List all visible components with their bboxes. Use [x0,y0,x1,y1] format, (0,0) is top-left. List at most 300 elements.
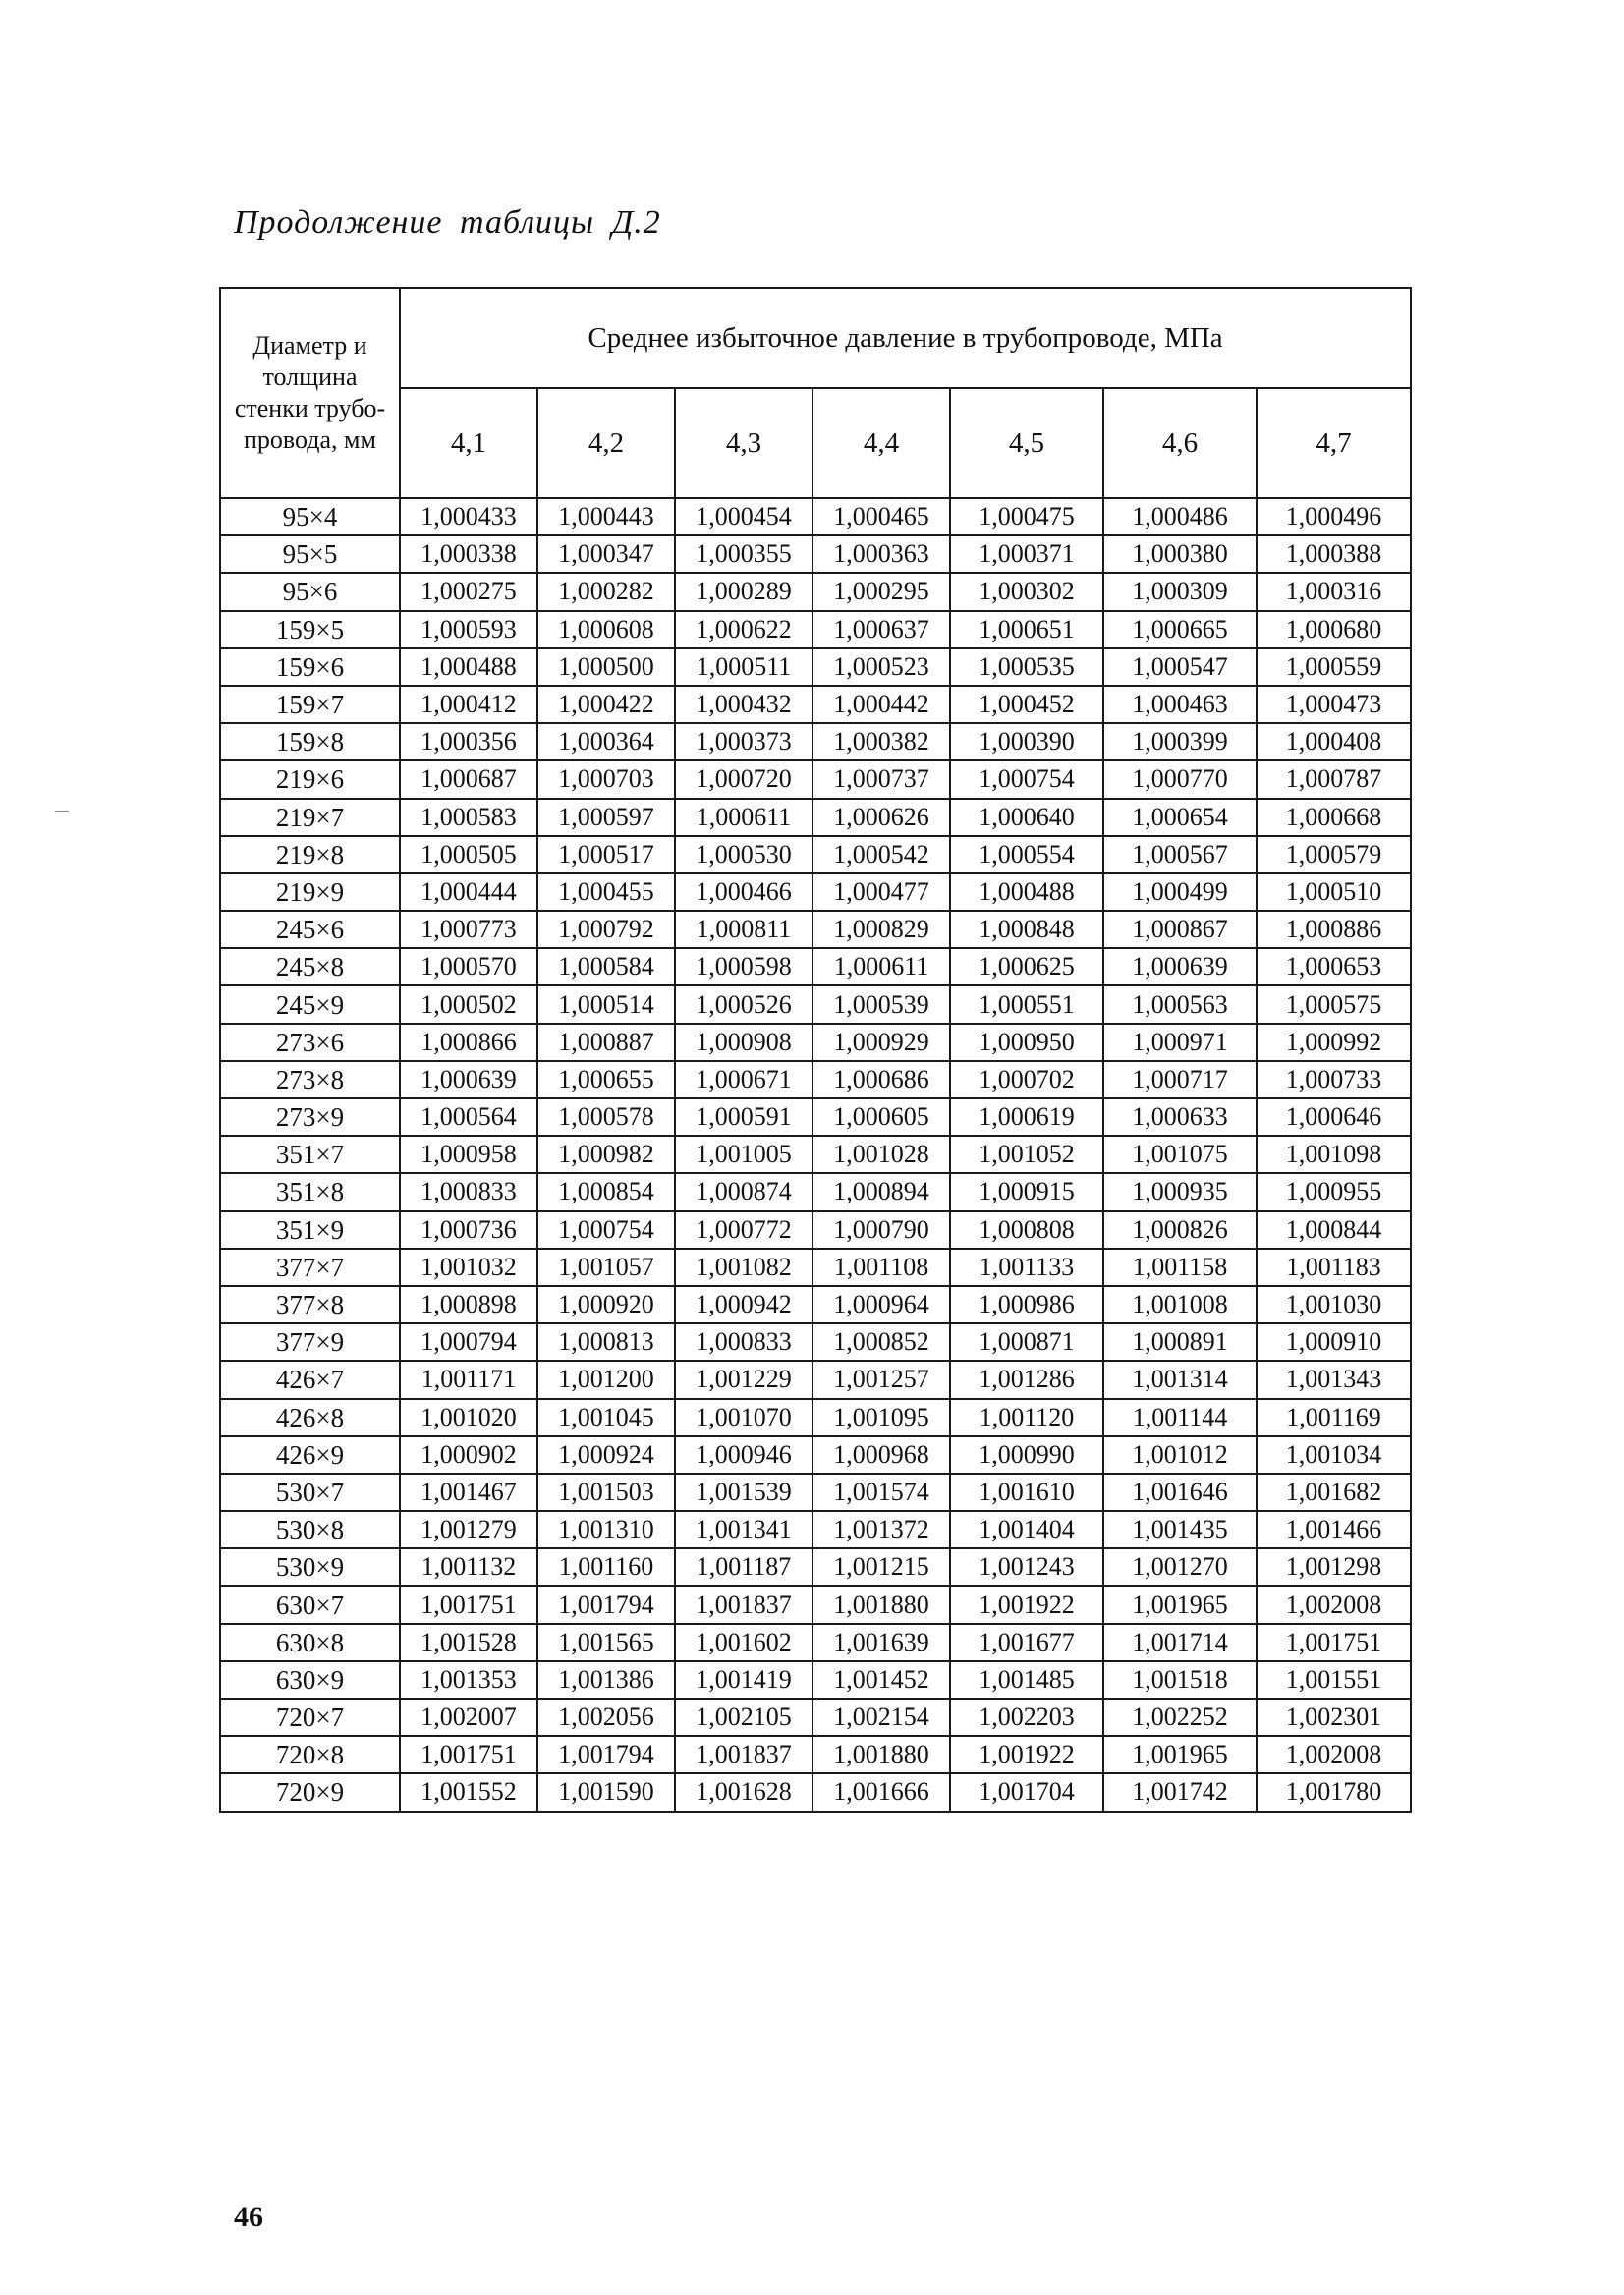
value-cell: 1,000611 [675,799,812,836]
table-row [220,611,1411,648]
value-cell: 1,000891 [1103,1323,1257,1361]
value-cell: 1,000564 [400,1098,537,1136]
value-cell: 1,000309 [1103,573,1257,610]
value-cell: 1,001922 [950,1736,1103,1773]
value-cell: 1,000488 [400,648,537,686]
value-cell: 1,000958 [400,1136,537,1173]
value-cell: 1,000874 [675,1173,812,1210]
table-row [220,760,1411,798]
value-cell: 1,001965 [1103,1586,1257,1623]
pressure-coefficient-table [219,287,1412,1813]
value-cell: 1,001270 [1103,1548,1257,1586]
value-cell: 1,000605 [812,1098,950,1136]
diameter-cell: 273×9 [220,1098,400,1136]
value-cell: 1,000390 [950,723,1103,760]
value-cell: 1,000924 [537,1436,675,1474]
value-cell: 1,000579 [1257,836,1411,873]
value-cell: 1,000986 [950,1286,1103,1323]
diameter-cell: 95×6 [220,573,400,610]
value-cell: 1,002203 [950,1699,1103,1736]
table-row [220,648,1411,686]
table-row [220,1136,1411,1173]
value-cell: 1,001028 [812,1136,950,1173]
value-cell: 1,000382 [812,723,950,760]
value-cell: 1,001639 [812,1624,950,1661]
value-cell: 1,001298 [1257,1548,1411,1586]
value-cell: 1,000388 [1257,535,1411,573]
value-cell: 1,000655 [537,1061,675,1098]
table-body [220,498,1411,1812]
value-cell: 1,001590 [537,1773,675,1811]
value-cell: 1,001602 [675,1624,812,1661]
table-row [220,1773,1411,1811]
value-cell: 1,000477 [812,873,950,911]
diameter-cell: 159×5 [220,611,400,648]
value-cell: 1,001310 [537,1511,675,1548]
value-cell: 1,002008 [1257,1736,1411,1773]
value-cell: 1,000500 [537,648,675,686]
value-cell: 1,000488 [950,873,1103,911]
table-row [220,1624,1411,1661]
value-cell: 1,001030 [1257,1286,1411,1323]
value-cell: 1,000829 [812,911,950,948]
value-cell: 1,000338 [400,535,537,573]
value-cell: 1,000792 [537,911,675,948]
table-row [220,1586,1411,1623]
value-cell: 1,000530 [675,836,812,873]
value-cell: 1,001120 [950,1399,1103,1436]
value-cell: 1,000380 [1103,535,1257,573]
value-cell: 1,001880 [812,1586,950,1623]
value-cell: 1,001082 [675,1249,812,1286]
diameter-cell: 159×7 [220,686,400,723]
value-cell: 1,001386 [537,1661,675,1699]
value-cell: 1,001008 [1103,1286,1257,1323]
value-cell: 1,000626 [812,799,950,836]
value-cell: 1,000475 [950,498,1103,535]
header-row-group [220,288,1411,388]
value-cell: 1,001751 [1257,1624,1411,1661]
value-cell: 1,001108 [812,1249,950,1286]
value-cell: 1,000942 [675,1286,812,1323]
diameter-cell: 720×9 [220,1773,400,1811]
value-cell: 1,001075 [1103,1136,1257,1173]
diameter-cell: 530×9 [220,1548,400,1586]
value-cell: 1,001780 [1257,1773,1411,1811]
value-cell: 1,000275 [400,573,537,610]
table-caption: Продолжение таблицы Д.2 [234,204,661,241]
table-row [220,1736,1411,1773]
value-cell: 1,001837 [675,1586,812,1623]
value-cell: 1,001169 [1257,1399,1411,1436]
value-cell: 1,000867 [1103,911,1257,948]
value-cell: 1,000371 [950,535,1103,573]
value-cell: 1,000432 [675,686,812,723]
value-cell: 1,000295 [812,573,950,610]
value-cell: 1,000929 [812,1024,950,1061]
value-cell: 1,001052 [950,1136,1103,1173]
value-cell: 1,001132 [400,1548,537,1586]
value-cell: 1,000653 [1257,948,1411,985]
value-cell: 1,000826 [1103,1211,1257,1249]
value-cell: 1,001574 [812,1474,950,1511]
diameter-cell: 219×7 [220,799,400,836]
pressure-column-header: 4,1 [400,388,537,498]
value-cell: 1,000356 [400,723,537,760]
table-row [220,1661,1411,1699]
value-cell: 1,001343 [1257,1361,1411,1398]
value-cell: 1,001610 [950,1474,1103,1511]
value-cell: 1,000523 [812,648,950,686]
value-cell: 1,001404 [950,1511,1103,1548]
value-cell: 1,001187 [675,1548,812,1586]
value-cell: 1,000733 [1257,1061,1411,1098]
diameter-cell: 219×9 [220,873,400,911]
value-cell: 1,000563 [1103,985,1257,1023]
table-row [220,836,1411,873]
value-cell: 1,000770 [1103,760,1257,798]
value-cell: 1,000373 [675,723,812,760]
value-cell: 1,000687 [400,760,537,798]
value-cell: 1,000499 [1103,873,1257,911]
value-cell: 1,000935 [1103,1173,1257,1210]
diameter-cell: 377×9 [220,1323,400,1361]
value-cell: 1,002056 [537,1699,675,1736]
value-cell: 1,001005 [675,1136,812,1173]
value-cell: 1,001057 [537,1249,675,1286]
value-cell: 1,000570 [400,948,537,985]
diameter-cell: 630×8 [220,1624,400,1661]
value-cell: 1,000946 [675,1436,812,1474]
diameter-cell: 377×8 [220,1286,400,1323]
value-cell: 1,000955 [1257,1173,1411,1210]
value-cell: 1,000964 [812,1286,950,1323]
value-cell: 1,001467 [400,1474,537,1511]
value-cell: 1,001646 [1103,1474,1257,1511]
value-cell: 1,001794 [537,1736,675,1773]
value-cell: 1,000567 [1103,836,1257,873]
value-cell: 1,001200 [537,1361,675,1398]
diameter-cell: 377×7 [220,1249,400,1286]
value-cell: 1,000639 [1103,948,1257,985]
table-row [220,686,1411,723]
value-cell: 1,000302 [950,573,1103,610]
value-cell: 1,001020 [400,1399,537,1436]
value-cell: 1,000844 [1257,1211,1411,1249]
value-cell: 1,001837 [675,1736,812,1773]
diameter-cell: 630×7 [220,1586,400,1623]
diameter-column-header: Диаметр и толщина стенки трубо-провода, мм [220,288,400,498]
table-row [220,1173,1411,1210]
value-cell: 1,000584 [537,948,675,985]
value-cell: 1,000854 [537,1173,675,1210]
value-cell: 1,001503 [537,1474,675,1511]
value-cell: 1,002154 [812,1699,950,1736]
value-cell: 1,001435 [1103,1511,1257,1548]
value-cell: 1,001794 [537,1586,675,1623]
value-cell: 1,000619 [950,1098,1103,1136]
value-cell: 1,000505 [400,836,537,873]
value-cell: 1,001215 [812,1548,950,1586]
value-cell: 1,000465 [812,498,950,535]
value-cell: 1,000486 [1103,498,1257,535]
diameter-cell: 630×9 [220,1661,400,1699]
pressure-column-header: 4,7 [1257,388,1411,498]
value-cell: 1,000466 [675,873,812,911]
value-cell: 1,000992 [1257,1024,1411,1061]
value-cell: 1,000754 [537,1211,675,1249]
table-row [220,573,1411,610]
value-cell: 1,001171 [400,1361,537,1398]
value-cell: 1,002007 [400,1699,537,1736]
value-cell: 1,001098 [1257,1136,1411,1173]
value-cell: 1,001552 [400,1773,537,1811]
table-row [220,1699,1411,1736]
table-row [220,1323,1411,1361]
value-cell: 1,001095 [812,1399,950,1436]
value-cell: 1,000646 [1257,1098,1411,1136]
table-row [220,873,1411,911]
value-cell: 1,000412 [400,686,537,723]
diameter-cell: 273×6 [220,1024,400,1061]
value-cell: 1,001229 [675,1361,812,1398]
value-cell: 1,000702 [950,1061,1103,1098]
value-cell: 1,000665 [1103,611,1257,648]
diameter-cell: 245×6 [220,911,400,948]
diameter-cell: 245×8 [220,948,400,985]
value-cell: 1,001045 [537,1399,675,1436]
pressure-column-header: 4,3 [675,388,812,498]
value-cell: 1,000408 [1257,723,1411,760]
value-cell: 1,000736 [400,1211,537,1249]
pressure-group-header: Среднее избыточное давление в трубопроводе, МПа [400,288,1411,388]
value-cell: 1,000611 [812,948,950,985]
value-cell: 1,000526 [675,985,812,1023]
scan-artifact-mark [55,811,69,812]
table-row [220,1249,1411,1286]
value-cell: 1,000443 [537,498,675,535]
value-cell: 1,001751 [400,1586,537,1623]
value-cell: 1,000794 [400,1323,537,1361]
value-cell: 1,000866 [400,1024,537,1061]
pressure-column-header: 4,4 [812,388,950,498]
table-row [220,1286,1411,1323]
value-cell: 1,000848 [950,911,1103,948]
diameter-cell: 219×6 [220,760,400,798]
diameter-cell: 159×6 [220,648,400,686]
value-cell: 1,000517 [537,836,675,873]
value-cell: 1,000772 [675,1211,812,1249]
value-cell: 1,000473 [1257,686,1411,723]
value-cell: 1,000833 [400,1173,537,1210]
value-cell: 1,000444 [400,873,537,911]
value-cell: 1,000591 [675,1098,812,1136]
value-cell: 1,001551 [1257,1661,1411,1699]
diameter-cell: 720×8 [220,1736,400,1773]
value-cell: 1,002105 [675,1699,812,1736]
value-cell: 1,001158 [1103,1249,1257,1286]
value-cell: 1,000915 [950,1173,1103,1210]
diameter-cell: 351×7 [220,1136,400,1173]
value-cell: 1,001682 [1257,1474,1411,1511]
table-row [220,1061,1411,1098]
value-cell: 1,001922 [950,1586,1103,1623]
value-cell: 1,001243 [950,1548,1103,1586]
value-cell: 1,000547 [1103,648,1257,686]
value-cell: 1,000990 [950,1436,1103,1474]
table-row [220,1511,1411,1548]
value-cell: 1,000463 [1103,686,1257,723]
value-cell: 1,000982 [537,1136,675,1173]
value-cell: 1,002008 [1257,1586,1411,1623]
table-row [220,1399,1411,1436]
value-cell: 1,000686 [812,1061,950,1098]
value-cell: 1,000680 [1257,611,1411,648]
value-cell: 1,001452 [812,1661,950,1699]
value-cell: 1,000452 [950,686,1103,723]
value-cell: 1,000399 [1103,723,1257,760]
value-cell: 1,000640 [950,799,1103,836]
value-cell: 1,000654 [1103,799,1257,836]
value-cell: 1,000316 [1257,573,1411,610]
table-row [220,799,1411,836]
value-cell: 1,001183 [1257,1249,1411,1286]
value-cell: 1,000671 [675,1061,812,1098]
value-cell: 1,000637 [812,611,950,648]
value-cell: 1,000583 [400,799,537,836]
value-cell: 1,001539 [675,1474,812,1511]
diameter-cell: 530×8 [220,1511,400,1548]
value-cell: 1,000887 [537,1024,675,1061]
value-cell: 1,000808 [950,1211,1103,1249]
value-cell: 1,001286 [950,1361,1103,1398]
pressure-column-header: 4,6 [1103,388,1257,498]
value-cell: 1,001677 [950,1624,1103,1661]
value-cell: 1,000364 [537,723,675,760]
value-cell: 1,000502 [400,985,537,1023]
value-cell: 1,001144 [1103,1399,1257,1436]
diameter-cell: 426×9 [220,1436,400,1474]
value-cell: 1,000651 [950,611,1103,648]
value-cell: 1,001742 [1103,1773,1257,1811]
value-cell: 1,001518 [1103,1661,1257,1699]
value-cell: 1,001565 [537,1624,675,1661]
value-cell: 1,000754 [950,760,1103,798]
value-cell: 1,000542 [812,836,950,873]
value-cell: 1,000790 [812,1211,950,1249]
value-cell: 1,001880 [812,1736,950,1773]
table-row [220,498,1411,535]
value-cell: 1,001034 [1257,1436,1411,1474]
value-cell: 1,000422 [537,686,675,723]
diameter-cell: 351×9 [220,1211,400,1249]
value-cell: 1,000597 [537,799,675,836]
diameter-cell: 245×9 [220,985,400,1023]
table-row [220,1361,1411,1398]
value-cell: 1,001666 [812,1773,950,1811]
diameter-cell: 351×8 [220,1173,400,1210]
value-cell: 1,001466 [1257,1511,1411,1548]
value-cell: 1,000551 [950,985,1103,1023]
value-cell: 1,000871 [950,1323,1103,1361]
value-cell: 1,000720 [675,760,812,798]
value-cell: 1,001628 [675,1773,812,1811]
value-cell: 1,000950 [950,1024,1103,1061]
value-cell: 1,000511 [675,648,812,686]
value-cell: 1,000811 [675,911,812,948]
value-cell: 1,000717 [1103,1061,1257,1098]
value-cell: 1,000455 [537,873,675,911]
value-cell: 1,001751 [400,1736,537,1773]
value-cell: 1,000593 [400,611,537,648]
value-cell: 1,002252 [1103,1699,1257,1736]
table-row [220,1211,1411,1249]
value-cell: 1,000575 [1257,985,1411,1023]
value-cell: 1,000608 [537,611,675,648]
value-cell: 1,001133 [950,1249,1103,1286]
diameter-cell: 95×4 [220,498,400,535]
diameter-cell: 95×5 [220,535,400,573]
value-cell: 1,000598 [675,948,812,985]
table-row [220,1024,1411,1061]
value-cell: 1,000355 [675,535,812,573]
value-cell: 1,000454 [675,498,812,535]
page-number: 46 [234,2201,263,2233]
pressure-column-header: 4,2 [537,388,675,498]
value-cell: 1,000886 [1257,911,1411,948]
value-cell: 1,000633 [1103,1098,1257,1136]
table-row [220,1474,1411,1511]
diameter-cell: 426×8 [220,1399,400,1436]
value-cell: 1,000535 [950,648,1103,686]
value-cell: 1,001279 [400,1511,537,1548]
value-cell: 1,001485 [950,1661,1103,1699]
value-cell: 1,000496 [1257,498,1411,535]
value-cell: 1,001965 [1103,1736,1257,1773]
pressure-column-header: 4,5 [950,388,1103,498]
value-cell: 1,001257 [812,1361,950,1398]
table-row [220,535,1411,573]
value-cell: 1,000347 [537,535,675,573]
value-cell: 1,001528 [400,1624,537,1661]
table-row [220,1098,1411,1136]
value-cell: 1,001012 [1103,1436,1257,1474]
value-cell: 1,001032 [400,1249,537,1286]
table-row [220,911,1411,948]
value-cell: 1,000703 [537,760,675,798]
value-cell: 1,000289 [675,573,812,610]
value-cell: 1,000442 [812,686,950,723]
value-cell: 1,000737 [812,760,950,798]
value-cell: 1,000898 [400,1286,537,1323]
value-cell: 1,000787 [1257,760,1411,798]
value-cell: 1,000559 [1257,648,1411,686]
value-cell: 1,000920 [537,1286,675,1323]
value-cell: 1,000902 [400,1436,537,1474]
value-cell: 1,001353 [400,1661,537,1699]
value-cell: 1,000514 [537,985,675,1023]
value-cell: 1,000968 [812,1436,950,1474]
value-cell: 1,000363 [812,535,950,573]
value-cell: 1,000971 [1103,1024,1257,1061]
value-cell: 1,002301 [1257,1699,1411,1736]
value-cell: 1,001704 [950,1773,1103,1811]
value-cell: 1,001341 [675,1511,812,1548]
diameter-cell: 426×7 [220,1361,400,1398]
value-cell: 1,000554 [950,836,1103,873]
value-cell: 1,000773 [400,911,537,948]
value-cell: 1,001372 [812,1511,950,1548]
